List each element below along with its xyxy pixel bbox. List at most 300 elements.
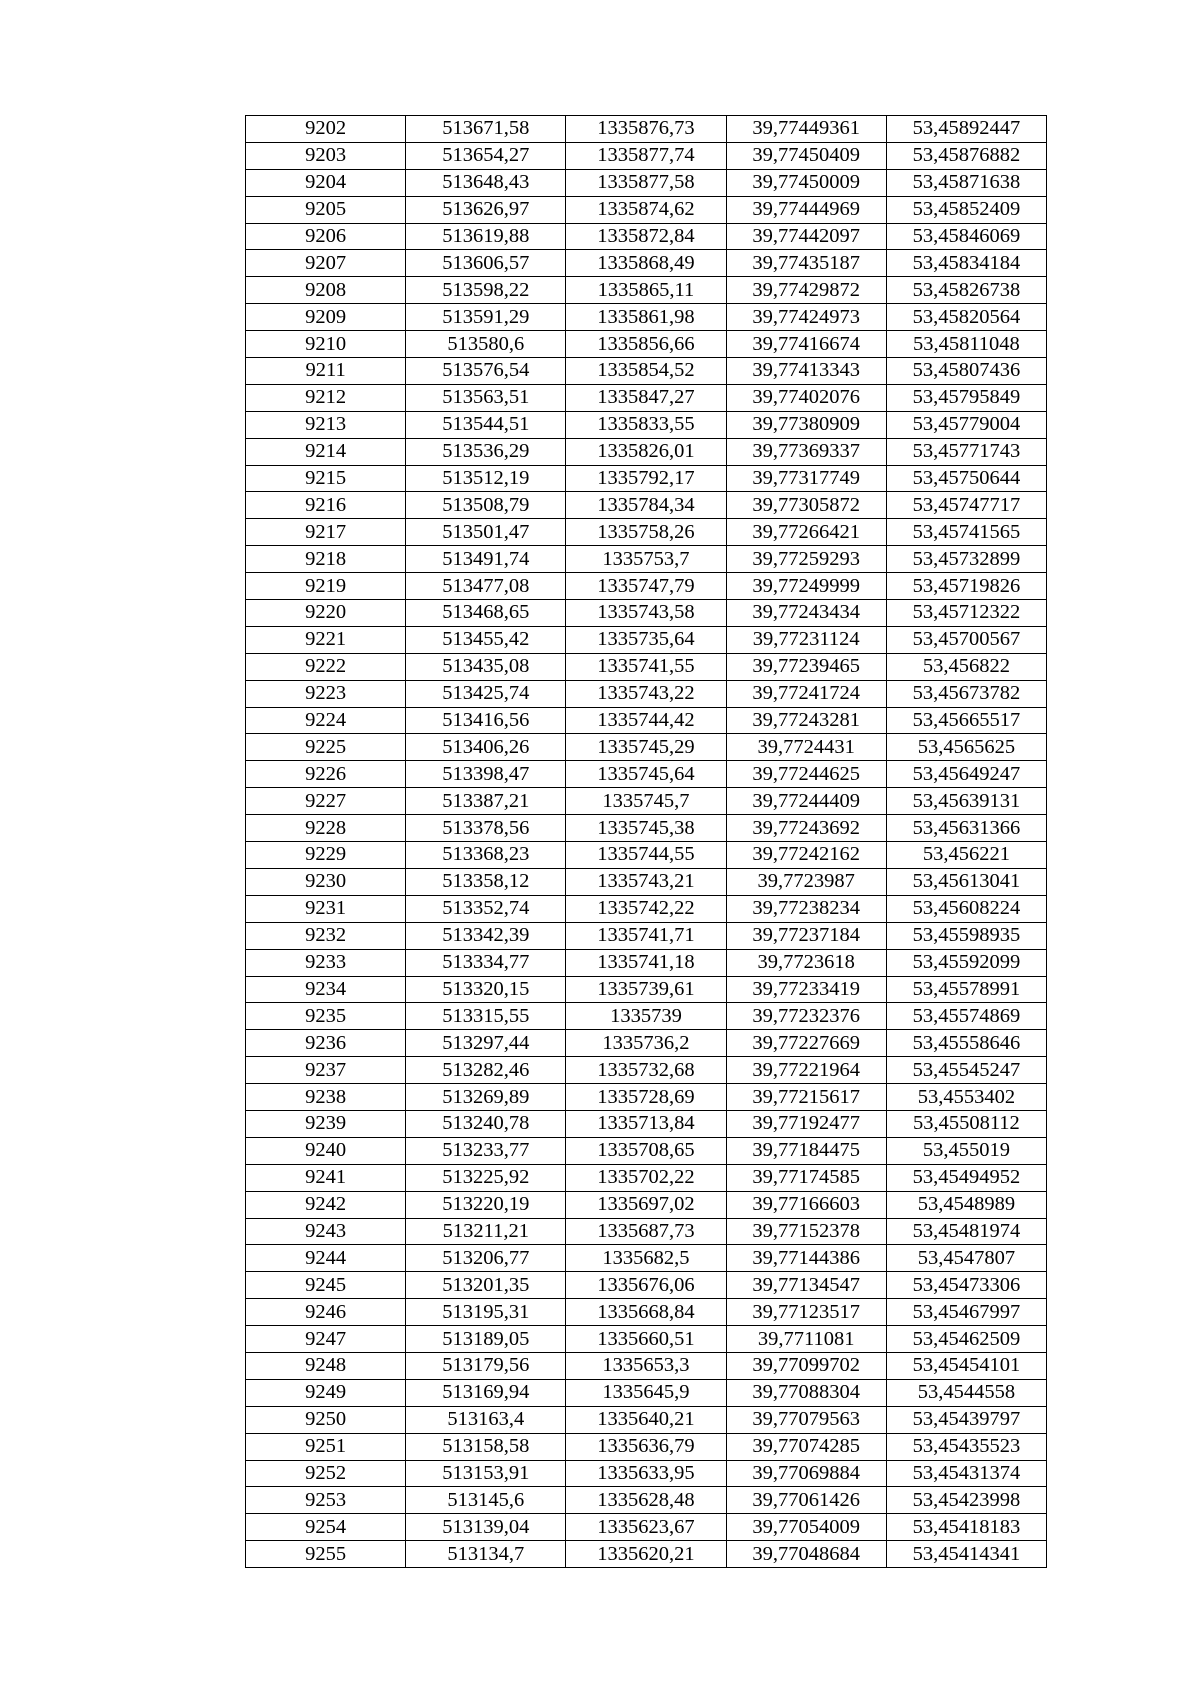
table-row (246, 1272, 1047, 1299)
y-coordinate-cell: 1335833,55 (566, 411, 726, 438)
point-number-cell: 9231 (246, 895, 406, 922)
longitude-cell: 39,77317749 (726, 465, 886, 492)
point-number-cell: 9220 (246, 600, 406, 627)
x-coordinate-cell: 513626,97 (406, 196, 566, 223)
table-row (246, 788, 1047, 815)
latitude-cell: 53,45820564 (886, 304, 1046, 331)
table-row (246, 1514, 1047, 1541)
y-coordinate-cell: 1335741,71 (566, 922, 726, 949)
table-row (246, 1406, 1047, 1433)
x-coordinate-cell: 513179,56 (406, 1352, 566, 1379)
x-coordinate-cell: 513206,77 (406, 1245, 566, 1272)
y-coordinate-cell: 1335758,26 (566, 519, 726, 546)
point-number-cell: 9206 (246, 223, 406, 250)
point-number-cell: 9234 (246, 976, 406, 1003)
longitude-cell: 39,77237184 (726, 922, 886, 949)
latitude-cell: 53,456221 (886, 842, 1046, 869)
latitude-cell: 53,45613041 (886, 868, 1046, 895)
y-coordinate-cell: 1335868,49 (566, 250, 726, 277)
table-row (246, 1030, 1047, 1057)
latitude-cell: 53,45454101 (886, 1352, 1046, 1379)
table-row (246, 116, 1047, 143)
x-coordinate-cell: 513491,74 (406, 546, 566, 573)
longitude-cell: 39,77054009 (726, 1514, 886, 1541)
x-coordinate-cell: 513169,94 (406, 1379, 566, 1406)
longitude-cell: 39,77416674 (726, 331, 886, 358)
point-number-cell: 9250 (246, 1406, 406, 1433)
latitude-cell: 53,4553402 (886, 1084, 1046, 1111)
longitude-cell: 39,77166603 (726, 1191, 886, 1218)
point-number-cell: 9202 (246, 116, 406, 143)
latitude-cell: 53,45732899 (886, 546, 1046, 573)
y-coordinate-cell: 1335747,79 (566, 573, 726, 600)
table-row (246, 707, 1047, 734)
y-coordinate-cell: 1335856,66 (566, 331, 726, 358)
x-coordinate-cell: 513201,35 (406, 1272, 566, 1299)
longitude-cell: 39,77239465 (726, 653, 886, 680)
latitude-cell: 53,45665517 (886, 707, 1046, 734)
table-row (246, 922, 1047, 949)
longitude-cell: 39,77238234 (726, 895, 886, 922)
latitude-cell: 53,45574869 (886, 1003, 1046, 1030)
y-coordinate-cell: 1335735,64 (566, 626, 726, 653)
longitude-cell: 39,77450009 (726, 169, 886, 196)
latitude-cell: 53,45592099 (886, 949, 1046, 976)
longitude-cell: 39,77099702 (726, 1352, 886, 1379)
point-number-cell: 9235 (246, 1003, 406, 1030)
table-row (246, 492, 1047, 519)
x-coordinate-cell: 513139,04 (406, 1514, 566, 1541)
y-coordinate-cell: 1335745,29 (566, 734, 726, 761)
point-number-cell: 9240 (246, 1137, 406, 1164)
latitude-cell: 53,45508112 (886, 1110, 1046, 1137)
y-coordinate-cell: 1335743,58 (566, 600, 726, 627)
latitude-cell: 53,45876882 (886, 142, 1046, 169)
table-row (246, 169, 1047, 196)
point-number-cell: 9247 (246, 1326, 406, 1353)
y-coordinate-cell: 1335668,84 (566, 1299, 726, 1326)
point-number-cell: 9232 (246, 922, 406, 949)
longitude-cell: 39,77241724 (726, 680, 886, 707)
point-number-cell: 9246 (246, 1299, 406, 1326)
table-row (246, 1110, 1047, 1137)
longitude-cell: 39,77249999 (726, 573, 886, 600)
longitude-cell: 39,77088304 (726, 1379, 886, 1406)
table-row (246, 304, 1047, 331)
x-coordinate-cell: 513501,47 (406, 519, 566, 546)
longitude-cell: 39,77215617 (726, 1084, 886, 1111)
table-row (246, 734, 1047, 761)
x-coordinate-cell: 513233,77 (406, 1137, 566, 1164)
x-coordinate-cell: 513536,29 (406, 438, 566, 465)
y-coordinate-cell: 1335742,22 (566, 895, 726, 922)
longitude-cell: 39,77232376 (726, 1003, 886, 1030)
latitude-cell: 53,45649247 (886, 761, 1046, 788)
x-coordinate-cell: 513358,12 (406, 868, 566, 895)
y-coordinate-cell: 1335687,73 (566, 1218, 726, 1245)
longitude-cell: 39,77174585 (726, 1164, 886, 1191)
table-row (246, 277, 1047, 304)
x-coordinate-cell: 513416,56 (406, 707, 566, 734)
y-coordinate-cell: 1335697,02 (566, 1191, 726, 1218)
x-coordinate-cell: 513425,74 (406, 680, 566, 707)
table-row (246, 1191, 1047, 1218)
y-coordinate-cell: 1335628,48 (566, 1487, 726, 1514)
table-row (246, 626, 1047, 653)
table-row (246, 895, 1047, 922)
x-coordinate-cell: 513342,39 (406, 922, 566, 949)
x-coordinate-cell: 513269,89 (406, 1084, 566, 1111)
x-coordinate-cell: 513648,43 (406, 169, 566, 196)
latitude-cell: 53,45673782 (886, 680, 1046, 707)
y-coordinate-cell: 1335732,68 (566, 1057, 726, 1084)
point-number-cell: 9251 (246, 1433, 406, 1460)
x-coordinate-cell: 513508,79 (406, 492, 566, 519)
x-coordinate-cell: 513435,08 (406, 653, 566, 680)
latitude-cell: 53,45418183 (886, 1514, 1046, 1541)
y-coordinate-cell: 1335713,84 (566, 1110, 726, 1137)
longitude-cell: 39,7724431 (726, 734, 886, 761)
point-number-cell: 9209 (246, 304, 406, 331)
x-coordinate-cell: 513512,19 (406, 465, 566, 492)
y-coordinate-cell: 1335854,52 (566, 358, 726, 385)
table-row (246, 1245, 1047, 1272)
longitude-cell: 39,77266421 (726, 519, 886, 546)
point-number-cell: 9214 (246, 438, 406, 465)
coordinates-table (245, 115, 1047, 1568)
y-coordinate-cell: 1335645,9 (566, 1379, 726, 1406)
latitude-cell: 53,45545247 (886, 1057, 1046, 1084)
y-coordinate-cell: 1335653,3 (566, 1352, 726, 1379)
longitude-cell: 39,77243434 (726, 600, 886, 627)
longitude-cell: 39,77152378 (726, 1218, 886, 1245)
table-row (246, 949, 1047, 976)
point-number-cell: 9204 (246, 169, 406, 196)
table-row (246, 680, 1047, 707)
table-row (246, 842, 1047, 869)
point-number-cell: 9223 (246, 680, 406, 707)
point-number-cell: 9205 (246, 196, 406, 223)
longitude-cell: 39,77244409 (726, 788, 886, 815)
table-row (246, 519, 1047, 546)
table-row (246, 976, 1047, 1003)
x-coordinate-cell: 513145,6 (406, 1487, 566, 1514)
latitude-cell: 53,45807436 (886, 358, 1046, 385)
point-number-cell: 9228 (246, 815, 406, 842)
longitude-cell: 39,77259293 (726, 546, 886, 573)
x-coordinate-cell: 513334,77 (406, 949, 566, 976)
x-coordinate-cell: 513378,56 (406, 815, 566, 842)
y-coordinate-cell: 1335640,21 (566, 1406, 726, 1433)
longitude-cell: 39,77429872 (726, 277, 886, 304)
x-coordinate-cell: 513387,21 (406, 788, 566, 815)
table-row (246, 196, 1047, 223)
table-row (246, 250, 1047, 277)
y-coordinate-cell: 1335620,21 (566, 1541, 726, 1568)
table-row (246, 1218, 1047, 1245)
x-coordinate-cell: 513591,29 (406, 304, 566, 331)
x-coordinate-cell: 513544,51 (406, 411, 566, 438)
latitude-cell: 53,45852409 (886, 196, 1046, 223)
table-row (246, 1003, 1047, 1030)
latitude-cell: 53,45462509 (886, 1326, 1046, 1353)
y-coordinate-cell: 1335676,06 (566, 1272, 726, 1299)
table-row (246, 1433, 1047, 1460)
y-coordinate-cell: 1335728,69 (566, 1084, 726, 1111)
point-number-cell: 9217 (246, 519, 406, 546)
latitude-cell: 53,45826738 (886, 277, 1046, 304)
latitude-cell: 53,45871638 (886, 169, 1046, 196)
x-coordinate-cell: 513580,6 (406, 331, 566, 358)
x-coordinate-cell: 513671,58 (406, 116, 566, 143)
x-coordinate-cell: 513606,57 (406, 250, 566, 277)
latitude-cell: 53,4547807 (886, 1245, 1046, 1272)
x-coordinate-cell: 513563,51 (406, 384, 566, 411)
point-number-cell: 9254 (246, 1514, 406, 1541)
point-number-cell: 9207 (246, 250, 406, 277)
longitude-cell: 39,77061426 (726, 1487, 886, 1514)
y-coordinate-cell: 1335745,7 (566, 788, 726, 815)
y-coordinate-cell: 1335702,22 (566, 1164, 726, 1191)
x-coordinate-cell: 513158,58 (406, 1433, 566, 1460)
point-number-cell: 9212 (246, 384, 406, 411)
latitude-cell: 53,45435523 (886, 1433, 1046, 1460)
point-number-cell: 9225 (246, 734, 406, 761)
point-number-cell: 9210 (246, 331, 406, 358)
point-number-cell: 9222 (246, 653, 406, 680)
y-coordinate-cell: 1335682,5 (566, 1245, 726, 1272)
point-number-cell: 9218 (246, 546, 406, 573)
y-coordinate-cell: 1335872,84 (566, 223, 726, 250)
x-coordinate-cell: 513134,7 (406, 1541, 566, 1568)
point-number-cell: 9252 (246, 1460, 406, 1487)
longitude-cell: 39,77305872 (726, 492, 886, 519)
point-number-cell: 9249 (246, 1379, 406, 1406)
y-coordinate-cell: 1335792,17 (566, 465, 726, 492)
y-coordinate-cell: 1335743,21 (566, 868, 726, 895)
point-number-cell: 9208 (246, 277, 406, 304)
x-coordinate-cell: 513220,19 (406, 1191, 566, 1218)
longitude-cell: 39,77231124 (726, 626, 886, 653)
point-number-cell: 9219 (246, 573, 406, 600)
table-row (246, 1487, 1047, 1514)
latitude-cell: 53,4565625 (886, 734, 1046, 761)
latitude-cell: 53,45631366 (886, 815, 1046, 842)
y-coordinate-cell: 1335736,2 (566, 1030, 726, 1057)
latitude-cell: 53,45719826 (886, 573, 1046, 600)
y-coordinate-cell: 1335633,95 (566, 1460, 726, 1487)
longitude-cell: 39,77069884 (726, 1460, 886, 1487)
y-coordinate-cell: 1335753,7 (566, 546, 726, 573)
x-coordinate-cell: 513211,21 (406, 1218, 566, 1245)
latitude-cell: 53,45608224 (886, 895, 1046, 922)
longitude-cell: 39,77435187 (726, 250, 886, 277)
longitude-cell: 39,77450409 (726, 142, 886, 169)
latitude-cell: 53,45431374 (886, 1460, 1046, 1487)
point-number-cell: 9242 (246, 1191, 406, 1218)
latitude-cell: 53,45712322 (886, 600, 1046, 627)
longitude-cell: 39,77233419 (726, 976, 886, 1003)
latitude-cell: 53,45473306 (886, 1272, 1046, 1299)
x-coordinate-cell: 513398,47 (406, 761, 566, 788)
y-coordinate-cell: 1335739,61 (566, 976, 726, 1003)
point-number-cell: 9215 (246, 465, 406, 492)
longitude-cell: 39,77402076 (726, 384, 886, 411)
x-coordinate-cell: 513320,15 (406, 976, 566, 1003)
y-coordinate-cell: 1335660,51 (566, 1326, 726, 1353)
latitude-cell: 53,45741565 (886, 519, 1046, 546)
table-row (246, 1137, 1047, 1164)
latitude-cell: 53,45439797 (886, 1406, 1046, 1433)
latitude-cell: 53,45771743 (886, 438, 1046, 465)
x-coordinate-cell: 513477,08 (406, 573, 566, 600)
y-coordinate-cell: 1335741,55 (566, 653, 726, 680)
point-number-cell: 9238 (246, 1084, 406, 1111)
y-coordinate-cell: 1335741,18 (566, 949, 726, 976)
table-row (246, 1379, 1047, 1406)
point-number-cell: 9241 (246, 1164, 406, 1191)
longitude-cell: 39,77221964 (726, 1057, 886, 1084)
longitude-cell: 39,77449361 (726, 116, 886, 143)
y-coordinate-cell: 1335861,98 (566, 304, 726, 331)
longitude-cell: 39,77243281 (726, 707, 886, 734)
x-coordinate-cell: 513315,55 (406, 1003, 566, 1030)
point-number-cell: 9224 (246, 707, 406, 734)
y-coordinate-cell: 1335744,55 (566, 842, 726, 869)
longitude-cell: 39,77243692 (726, 815, 886, 842)
point-number-cell: 9248 (246, 1352, 406, 1379)
latitude-cell: 53,45467997 (886, 1299, 1046, 1326)
table-row (246, 600, 1047, 627)
latitude-cell: 53,45750644 (886, 465, 1046, 492)
x-coordinate-cell: 513455,42 (406, 626, 566, 653)
y-coordinate-cell: 1335877,74 (566, 142, 726, 169)
table-row (246, 573, 1047, 600)
longitude-cell: 39,77413343 (726, 358, 886, 385)
y-coordinate-cell: 1335877,58 (566, 169, 726, 196)
longitude-cell: 39,77244625 (726, 761, 886, 788)
table-row (246, 546, 1047, 573)
latitude-cell: 53,45795849 (886, 384, 1046, 411)
x-coordinate-cell: 513368,23 (406, 842, 566, 869)
point-number-cell: 9229 (246, 842, 406, 869)
latitude-cell: 53,45834184 (886, 250, 1046, 277)
table-row (246, 653, 1047, 680)
latitude-cell: 53,45779004 (886, 411, 1046, 438)
table-row (246, 868, 1047, 895)
y-coordinate-cell: 1335847,27 (566, 384, 726, 411)
point-number-cell: 9236 (246, 1030, 406, 1057)
table-row (246, 1084, 1047, 1111)
latitude-cell: 53,45481974 (886, 1218, 1046, 1245)
point-number-cell: 9213 (246, 411, 406, 438)
longitude-cell: 39,77144386 (726, 1245, 886, 1272)
longitude-cell: 39,77079563 (726, 1406, 886, 1433)
point-number-cell: 9233 (246, 949, 406, 976)
longitude-cell: 39,77380909 (726, 411, 886, 438)
latitude-cell: 53,45414341 (886, 1541, 1046, 1568)
y-coordinate-cell: 1335743,22 (566, 680, 726, 707)
longitude-cell: 39,77048684 (726, 1541, 886, 1568)
table-row (246, 384, 1047, 411)
y-coordinate-cell: 1335739 (566, 1003, 726, 1030)
x-coordinate-cell: 513654,27 (406, 142, 566, 169)
table-row (246, 1460, 1047, 1487)
x-coordinate-cell: 513240,78 (406, 1110, 566, 1137)
y-coordinate-cell: 1335865,11 (566, 277, 726, 304)
table-row (246, 1326, 1047, 1353)
x-coordinate-cell: 513195,31 (406, 1299, 566, 1326)
table-row (246, 358, 1047, 385)
longitude-cell: 39,77192477 (726, 1110, 886, 1137)
longitude-cell: 39,7723618 (726, 949, 886, 976)
x-coordinate-cell: 513406,26 (406, 734, 566, 761)
longitude-cell: 39,77184475 (726, 1137, 886, 1164)
latitude-cell: 53,455019 (886, 1137, 1046, 1164)
x-coordinate-cell: 513576,54 (406, 358, 566, 385)
longitude-cell: 39,77074285 (726, 1433, 886, 1460)
table-row (246, 815, 1047, 842)
latitude-cell: 53,45747717 (886, 492, 1046, 519)
x-coordinate-cell: 513468,65 (406, 600, 566, 627)
x-coordinate-cell: 513297,44 (406, 1030, 566, 1057)
point-number-cell: 9226 (246, 761, 406, 788)
latitude-cell: 53,456822 (886, 653, 1046, 680)
y-coordinate-cell: 1335623,67 (566, 1514, 726, 1541)
longitude-cell: 39,77242162 (726, 842, 886, 869)
point-number-cell: 9211 (246, 358, 406, 385)
y-coordinate-cell: 1335636,79 (566, 1433, 726, 1460)
point-number-cell: 9221 (246, 626, 406, 653)
point-number-cell: 9245 (246, 1272, 406, 1299)
point-number-cell: 9203 (246, 142, 406, 169)
y-coordinate-cell: 1335876,73 (566, 116, 726, 143)
point-number-cell: 9227 (246, 788, 406, 815)
coordinates-table-body (246, 116, 1047, 1568)
table-row (246, 438, 1047, 465)
latitude-cell: 53,45598935 (886, 922, 1046, 949)
longitude-cell: 39,7711081 (726, 1326, 886, 1353)
longitude-cell: 39,77442097 (726, 223, 886, 250)
latitude-cell: 53,4544558 (886, 1379, 1046, 1406)
table-row (246, 1057, 1047, 1084)
latitude-cell: 53,45846069 (886, 223, 1046, 250)
longitude-cell: 39,7723987 (726, 868, 886, 895)
x-coordinate-cell: 513189,05 (406, 1326, 566, 1353)
y-coordinate-cell: 1335826,01 (566, 438, 726, 465)
x-coordinate-cell: 513225,92 (406, 1164, 566, 1191)
y-coordinate-cell: 1335784,34 (566, 492, 726, 519)
longitude-cell: 39,77424973 (726, 304, 886, 331)
latitude-cell: 53,45558646 (886, 1030, 1046, 1057)
latitude-cell: 53,45639131 (886, 788, 1046, 815)
x-coordinate-cell: 513598,22 (406, 277, 566, 304)
x-coordinate-cell: 513352,74 (406, 895, 566, 922)
y-coordinate-cell: 1335708,65 (566, 1137, 726, 1164)
latitude-cell: 53,4548989 (886, 1191, 1046, 1218)
table-row (246, 223, 1047, 250)
table-row (246, 465, 1047, 492)
point-number-cell: 9253 (246, 1487, 406, 1514)
latitude-cell: 53,45811048 (886, 331, 1046, 358)
table-row (246, 142, 1047, 169)
y-coordinate-cell: 1335745,38 (566, 815, 726, 842)
x-coordinate-cell: 513282,46 (406, 1057, 566, 1084)
point-number-cell: 9244 (246, 1245, 406, 1272)
x-coordinate-cell: 513153,91 (406, 1460, 566, 1487)
x-coordinate-cell: 513619,88 (406, 223, 566, 250)
latitude-cell: 53,45578991 (886, 976, 1046, 1003)
